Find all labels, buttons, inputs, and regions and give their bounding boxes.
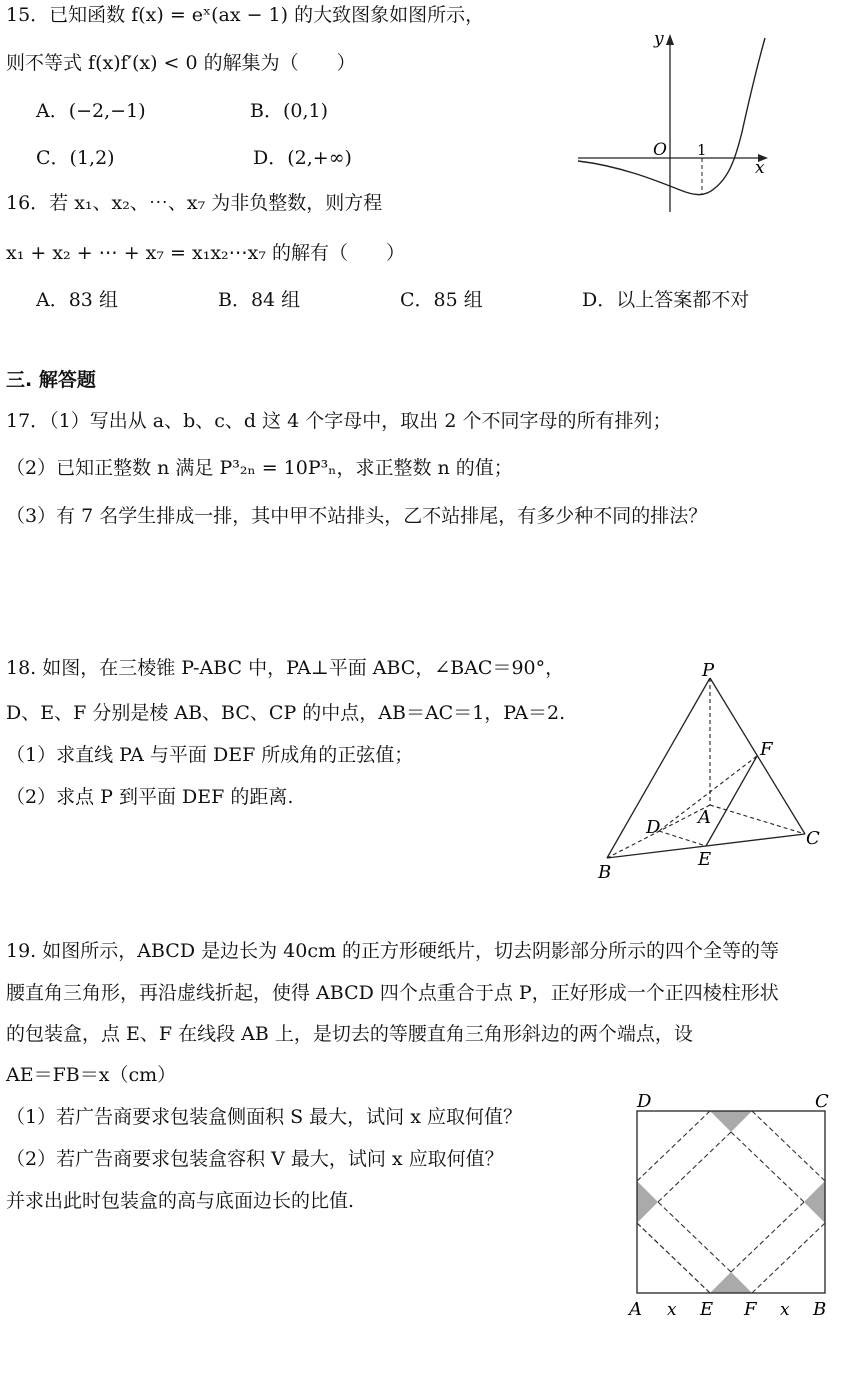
label-E: E xyxy=(700,1299,714,1320)
q19-square-figure xyxy=(625,1088,840,1320)
q16-line2: x₁ + x₂ + ⋯ + x₇ = x₁x₂⋯x₇ 的解有（ ） xyxy=(6,242,406,264)
q16-option-a: A．83 组 xyxy=(36,289,118,311)
shaded-triangle-left xyxy=(637,1181,658,1223)
label-C: C xyxy=(815,1091,829,1112)
label-D: D xyxy=(637,1091,652,1112)
q19-line1: 19. 如图所示，ABCD 是边长为 40cm 的正方形硬纸片，切去阴影部分所示的四个全等的等 xyxy=(6,940,780,962)
q15-option-d: D．(2,+∞) xyxy=(253,147,352,169)
q16-option-c: C．85 组 xyxy=(400,289,483,311)
origin-label: O xyxy=(653,140,667,160)
q15-option-b: B．(0,1) xyxy=(250,100,329,122)
y-axis-arrow xyxy=(666,34,674,45)
q19-line3: 的包装盒，点 E、F 在线段 AB 上，是切去的等腰直角三角形斜边的两个端点，设 xyxy=(6,1023,693,1045)
q17-line1: 17．（1）写出从 a、b、c、d 这 4 个字母中，取出 2 个不同字母的所有排列； xyxy=(6,410,672,432)
label-x-right: x xyxy=(780,1300,790,1320)
edge-PC xyxy=(710,678,805,834)
q15-option-a: A．(−2,−1) xyxy=(36,100,146,122)
q16-line1: 16．若 x₁、x₂、⋯、x₇ 为非负整数，则方程 xyxy=(6,192,383,214)
edge-DE xyxy=(659,831,706,846)
fold-inner-diamond xyxy=(658,1202,731,1272)
label-x-left: x xyxy=(667,1300,677,1320)
q19-line2: 腰直角三角形，再沿虚线折起，使得 ABCD 四个点重合于点 P，正好形成一个正四棱柱形状 xyxy=(6,982,779,1004)
tick-label-1: 1 xyxy=(697,141,707,159)
q18-pyramid-figure xyxy=(590,660,830,885)
shaded-triangle-right xyxy=(804,1181,825,1223)
q19-line6: （2）若广告商要求包装盒容积 V 最大，试问 x 应取何值？ xyxy=(6,1148,504,1170)
q15-line1: 15．已知函数 f(x) = eˣ(ax − 1) 的大致图象如图所示， xyxy=(6,4,485,26)
label-E: E xyxy=(698,849,712,870)
q15-line2: 则不等式 f(x)f′(x) < 0 的解集为（ ） xyxy=(6,52,356,74)
q18-line2: D、E、F 分别是棱 AB、BC、CP 的中点，AB＝AC＝1，PA＝2. xyxy=(6,702,566,724)
q17-line2: （2）已知正整数 n 满足 P³₂ₙ = 10P³ₙ，求正整数 n 的值； xyxy=(6,457,513,479)
label-F: F xyxy=(744,1299,757,1320)
q18-line4: （2）求点 P 到平面 DEF 的距离. xyxy=(6,786,294,808)
q19-line7: 并求出此时包装盒的高与底面边长的比值. xyxy=(6,1190,355,1212)
label-B: B xyxy=(813,1299,827,1320)
q18-line3: （1）求直线 PA 与平面 DEF 所成角的正弦值； xyxy=(6,744,414,766)
q16-option-d: D．以上答案都不对 xyxy=(582,289,750,311)
shaded-triangle-bottom xyxy=(710,1272,752,1293)
shaded-triangle-top xyxy=(710,1111,752,1132)
q19-line4: AE＝FB＝x（cm） xyxy=(6,1064,177,1086)
curve xyxy=(578,38,765,195)
label-A: A xyxy=(629,1299,642,1320)
edge-AC xyxy=(710,805,805,834)
outer-square xyxy=(637,1111,825,1293)
q15-function-graph xyxy=(570,28,780,218)
label-C: C xyxy=(806,828,820,849)
label-D: D xyxy=(646,817,661,838)
q18-line1: 18. 如图，在三棱锥 P-ABC 中，PA⊥平面 ABC，∠BAC＝90°， xyxy=(6,657,565,679)
section3-title: 三. 解答题 xyxy=(6,369,96,391)
q19-line5: （1）若广告商要求包装盒侧面积 S 最大，试问 x 应取何值？ xyxy=(6,1106,522,1128)
label-F: F xyxy=(760,739,773,760)
label-B: B xyxy=(598,862,612,883)
q15-option-c: C．(1,2) xyxy=(36,147,115,169)
q16-option-b: B．84 组 xyxy=(218,289,301,311)
label-P: P xyxy=(702,660,715,681)
q17-line3: （3）有 7 名学生排成一排，其中甲不站排头，乙不站排尾，有多少种不同的排法？ xyxy=(6,505,708,527)
y-axis-label: y xyxy=(654,29,664,49)
label-A: A xyxy=(698,807,711,828)
edge-EF xyxy=(706,756,757,846)
x-axis-label: x xyxy=(755,158,765,178)
